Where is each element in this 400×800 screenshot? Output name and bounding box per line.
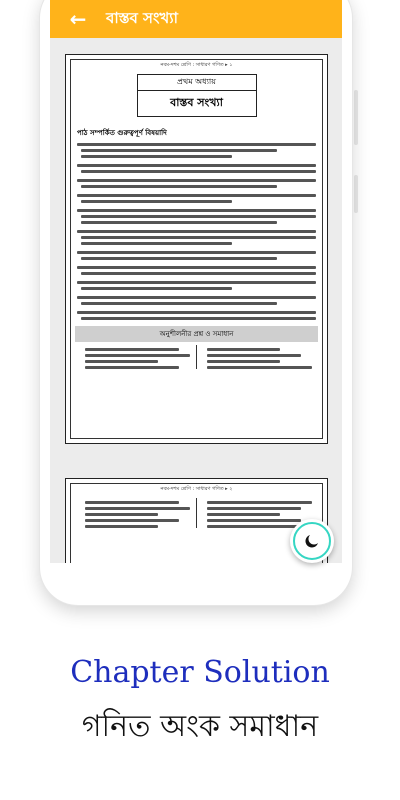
exercise-columns [75,345,318,369]
moon-icon [303,532,321,550]
arrow-left-icon[interactable]: ← [69,7,87,31]
page-title: বাস্তব সংখ্যা [106,8,178,27]
page-border [70,483,323,563]
page-border [70,59,323,439]
solution-columns [75,498,318,528]
chapter-label: প্রথম অধ্যায় [138,75,256,91]
phone-volume-button [354,90,358,145]
phone-power-button [354,175,358,213]
section-heading: পাঠ সম্পর্কিত গুরুত্বপূর্ণ বিষয়াদি [77,129,167,137]
document-page-2[interactable] [65,478,328,563]
night-mode-button[interactable] [290,519,334,563]
app-screen [50,0,342,563]
caption-bengali: গনিত অংক সমাধান [81,709,319,744]
caption-english: Chapter Solution [70,655,330,690]
chapter-box [137,74,257,117]
chapter-title: বাস্তব সংখ্যা [170,96,223,109]
exercise-bar: অনুশীলনীর প্রশ্ন ও সমাধান [75,326,318,342]
text-block [71,143,322,320]
page-header: নবম-দশম শ্রেণি : সাধারণ গণিত ▸ ১ [160,62,233,68]
document-page-1[interactable] [65,54,328,444]
app-bar [50,0,342,38]
page-header: নবম-দশম শ্রেণি : সাধারণ গণিত ▸ ২ [160,486,233,492]
phone-frame [40,0,352,605]
